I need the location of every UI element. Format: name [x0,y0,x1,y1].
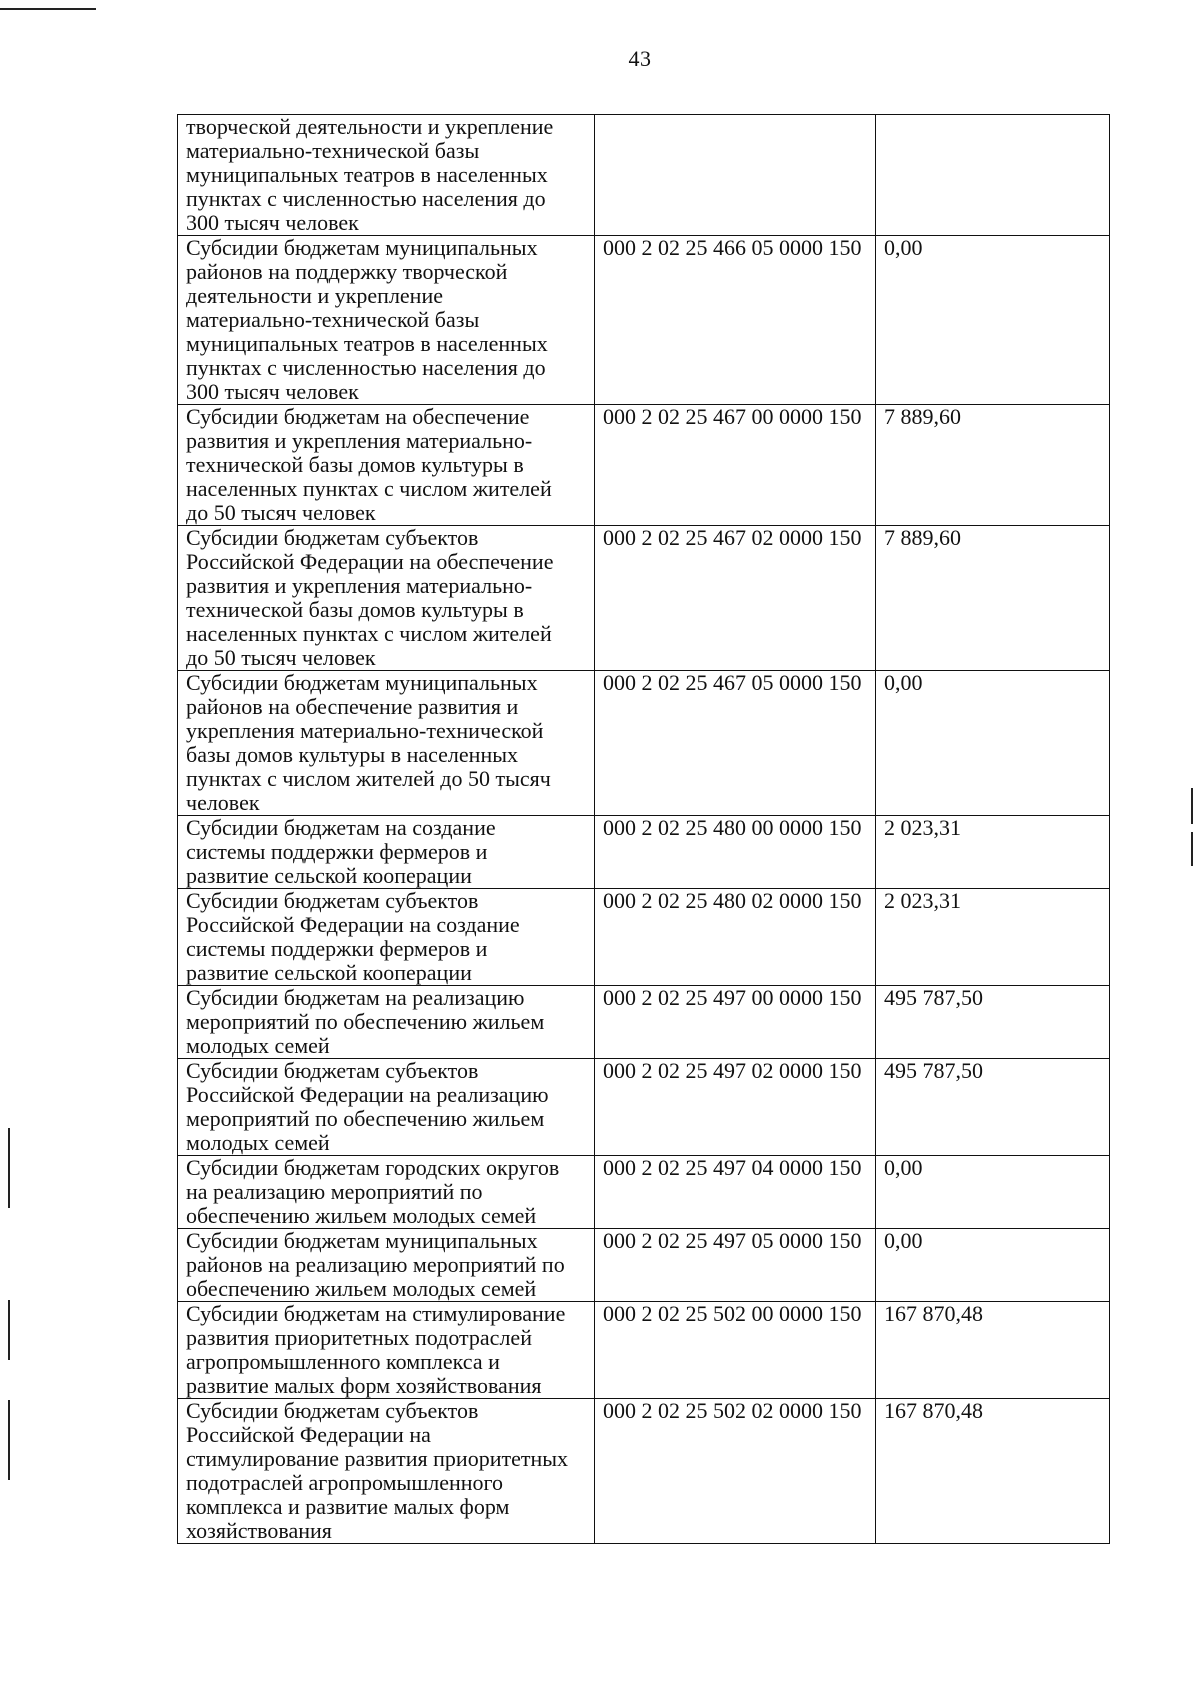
description-cell [178,526,595,671]
description-line: районов на поддержку творческой [186,259,508,284]
table-row [178,1399,1110,1544]
budget-code-cell: 000 2 02 25 497 00 0000 150 [595,986,876,1059]
budget-code-cell: 000 2 02 25 497 04 0000 150 [595,1156,876,1229]
description-cell [178,1399,595,1544]
description-line: деятельности и укрепление [186,283,443,308]
description-line: муниципальных театров в населенных [186,331,548,356]
description-line: развития и укрепления материально- [186,573,533,598]
table-row [178,405,1110,526]
amount-cell [876,115,1110,236]
description-line: Субсидии бюджетам на обеспечение [186,404,530,429]
budget-code-cell: 000 2 02 25 480 00 0000 150 [595,816,876,889]
description-line: населенных пунктах с числом жителей [186,621,552,646]
table-row [178,816,1110,889]
description-line: молодых семей [186,1130,330,1155]
description-line: Российской Федерации на [186,1422,431,1447]
amount-cell: 7 889,60 [876,526,1110,671]
description-cell [178,1156,595,1229]
description-line: обеспечению жильем молодых семей [186,1203,537,1228]
budget-code-cell: 000 2 02 25 466 05 0000 150 [595,236,876,405]
description-line: Субсидии бюджетам на реализацию [186,985,525,1010]
budget-code-cell: 000 2 02 25 467 00 0000 150 [595,405,876,526]
description-line: на реализацию мероприятий по [186,1179,483,1204]
description-cell [178,1302,595,1399]
description-line: развитие малых форм хозяйствования [186,1373,542,1398]
budget-code-cell: 000 2 02 25 480 02 0000 150 [595,889,876,986]
budget-code-cell [595,115,876,236]
description-line: до 50 тысяч человек [186,645,376,670]
table-row [178,1059,1110,1156]
description-line: населенных пунктах с числом жителей [186,476,552,501]
description-line: Российской Федерации на создание [186,912,520,937]
description-line: Субсидии бюджетам субъектов [186,525,479,550]
scan-corner-rule [0,8,96,10]
description-cell [178,1059,595,1156]
description-line: мероприятий по обеспечению жильем [186,1106,545,1131]
table-row [178,526,1110,671]
description-line: стимулирование развития приоритетных [186,1446,569,1471]
page-number: 43 [628,46,652,71]
description-line: пунктах с числом жителей до 50 тысяч [186,766,551,791]
description-line: Субсидии бюджетам на создание [186,815,496,840]
amount-cell: 0,00 [876,1229,1110,1302]
margin-mark [8,1128,10,1208]
table-row [178,671,1110,816]
description-line: пунктах с численностью населения до [186,355,546,380]
description-line: подотраслей агропромышленного [186,1470,504,1495]
amount-cell: 7 889,60 [876,405,1110,526]
description-cell [178,986,595,1059]
description-line: мероприятий по обеспечению жильем [186,1009,545,1034]
amount-cell: 2 023,31 [876,816,1110,889]
budget-table [177,114,1110,1544]
description-cell [178,405,595,526]
description-line: хозяйствования [186,1518,332,1543]
description-line: технической базы домов культуры в [186,452,524,477]
description-line: развитие сельской кооперации [186,960,472,985]
description-line: человек [186,790,260,815]
description-cell [178,115,595,236]
amount-cell: 495 787,50 [876,986,1110,1059]
description-line: Российской Федерации на реализацию [186,1082,549,1107]
margin-mark [1191,832,1193,866]
table-row [178,986,1110,1059]
amount-cell: 495 787,50 [876,1059,1110,1156]
description-cell [178,889,595,986]
description-line: развития приоритетных подотраслей [186,1325,532,1350]
margin-mark [8,1300,10,1360]
description-line: обеспечению жильем молодых семей [186,1276,537,1301]
description-line: Российской Федерации на обеспечение [186,549,554,574]
description-line: комплекса и развитие малых форм [186,1494,510,1519]
amount-cell: 167 870,48 [876,1302,1110,1399]
description-cell [178,236,595,405]
description-cell [178,671,595,816]
budget-table-wrapper [177,114,1110,1544]
amount-cell: 167 870,48 [876,1399,1110,1544]
amount-cell: 0,00 [876,671,1110,816]
description-line: районов на обеспечение развития и [186,694,519,719]
amount-cell: 0,00 [876,1156,1110,1229]
description-line: системы поддержки фермеров и [186,936,488,961]
description-line: Субсидии бюджетам субъектов [186,888,479,913]
budget-code-cell: 000 2 02 25 497 02 0000 150 [595,1059,876,1156]
description-line: развитие сельской кооперации [186,863,472,888]
budget-code-cell: 000 2 02 25 467 05 0000 150 [595,671,876,816]
table-row [178,1156,1110,1229]
description-line: Субсидии бюджетам муниципальных [186,235,538,260]
budget-table-body [178,115,1110,1544]
description-line: Субсидии бюджетам на стимулирование [186,1301,566,1326]
description-line: материально-технической базы [186,307,480,332]
description-line: молодых семей [186,1033,330,1058]
description-cell [178,816,595,889]
amount-cell: 2 023,31 [876,889,1110,986]
description-line: укрепления материально-технической [186,718,544,743]
description-line: 300 тысяч человек [186,210,359,235]
description-line: Субсидии бюджетам субъектов [186,1398,479,1423]
budget-code-cell: 000 2 02 25 467 02 0000 150 [595,526,876,671]
description-line: Субсидии бюджетам муниципальных [186,1228,538,1253]
description-cell [178,1229,595,1302]
budget-code-cell: 000 2 02 25 502 02 0000 150 [595,1399,876,1544]
description-line: Субсидии бюджетам муниципальных [186,670,538,695]
description-line: творческой деятельности и укрепление [186,114,554,139]
description-line: Субсидии бюджетам субъектов [186,1058,479,1083]
margin-mark [1191,788,1193,824]
table-row [178,236,1110,405]
table-row [178,1229,1110,1302]
amount-cell: 0,00 [876,236,1110,405]
description-line: базы домов культуры в населенных [186,742,518,767]
description-line: до 50 тысяч человек [186,500,376,525]
table-row [178,115,1110,236]
description-line: системы поддержки фермеров и [186,839,488,864]
description-line: 300 тысяч человек [186,379,359,404]
description-line: технической базы домов культуры в [186,597,524,622]
budget-code-cell: 000 2 02 25 497 05 0000 150 [595,1229,876,1302]
table-row [178,889,1110,986]
table-row [178,1302,1110,1399]
description-line: районов на реализацию мероприятий по [186,1252,565,1277]
budget-code-cell: 000 2 02 25 502 00 0000 150 [595,1302,876,1399]
description-line: Субсидии бюджетам городских округов [186,1155,560,1180]
description-line: муниципальных театров в населенных [186,162,548,187]
description-line: развития и укрепления материально- [186,428,533,453]
description-line: агропромышленного комплекса и [186,1349,500,1374]
description-line: материально-технической базы [186,138,480,163]
description-line: пунктах с численностью населения до [186,186,546,211]
margin-mark [8,1400,10,1480]
